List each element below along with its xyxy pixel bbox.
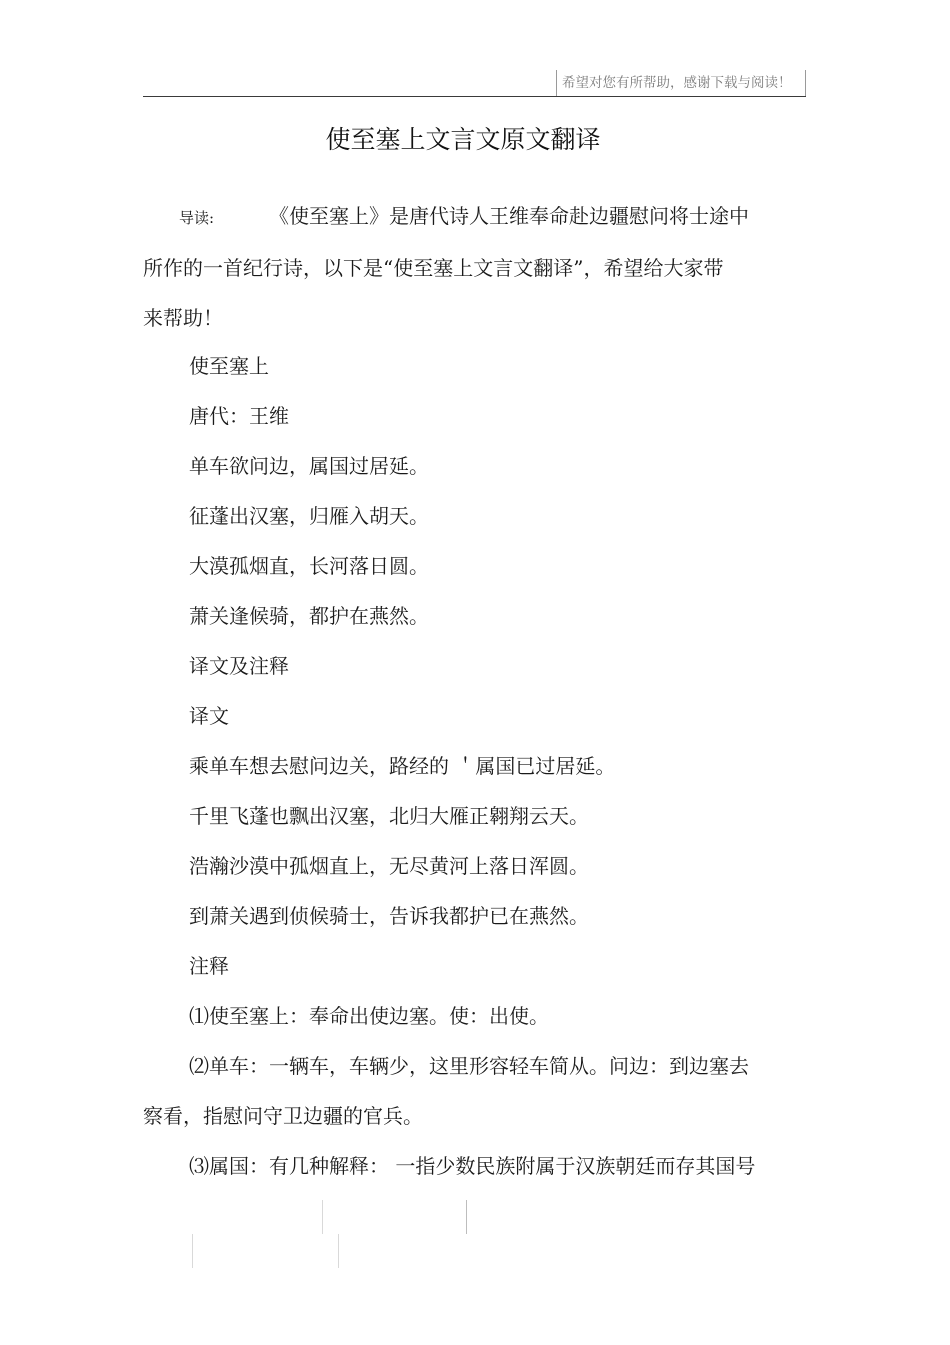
intro-text-1: 《使至塞上》是唐代诗人王维奉命赴边疆慰问将士途中 (269, 204, 749, 228)
faint-divider (466, 1200, 467, 1234)
translation-line: 乘单车想去慰问边关，路经的 ＇属国已过居延。 (189, 754, 616, 778)
poem-line: 单车欲问边，属国过居延。 (189, 454, 429, 478)
intro-line-1 (143, 191, 783, 243)
poem-author: 唐代：王维 (189, 404, 289, 428)
note-item: ⑴使至塞上：奉命出使边塞。使：出使。 (189, 1004, 549, 1028)
poem-title: 使至塞上 (189, 354, 269, 378)
intro-text-3: 来帮助！ (143, 306, 223, 330)
poem-line: 萧关逢候骑，都护在燕然。 (189, 604, 429, 628)
document-title: 使至塞上文言文原文翻译 (325, 125, 601, 154)
poem-line: 大漠孤烟直，长河落日圆。 (189, 554, 429, 578)
faint-divider (192, 1234, 193, 1268)
poem-line: 征蓬出汉塞，归雁入胡天。 (189, 504, 429, 528)
note-item: ⑶属国：有几种解释： 一指少数民族附属于汉族朝廷而存其国号 (189, 1154, 756, 1178)
translation-subheading: 译文 (189, 704, 229, 728)
intro-paragraph (143, 191, 783, 343)
translation-line: 浩瀚沙漠中孤烟直上，无尽黄河上落日浑圆。 (189, 854, 589, 878)
faint-divider (322, 1200, 323, 1234)
translation-heading: 译文及注释 (189, 654, 289, 678)
note-item-continued: 察看，指慰问守卫边疆的官兵。 (143, 1104, 423, 1128)
intro-label: 导读: (179, 209, 215, 227)
note-item: ⑵单车：一辆车，车辆少，这里形容轻车简从。问边：到边塞去 (189, 1054, 749, 1078)
translation-line: 到萧关遇到侦候骑士，告诉我都护已在燕然。 (189, 904, 589, 928)
header-note: 希望对您有所帮助，感谢下载与阅读！ (556, 70, 806, 96)
header-rule (143, 96, 806, 97)
faint-divider (338, 1234, 339, 1268)
intro-text-2: 所作的一首纪行诗，以下是“使至塞上文言文翻译”，希望给大家带 (143, 256, 724, 280)
notes-heading: 注释 (189, 954, 229, 978)
translation-line: 千里飞蓬也飘出汉塞，北归大雁正翱翔云天。 (189, 804, 589, 828)
